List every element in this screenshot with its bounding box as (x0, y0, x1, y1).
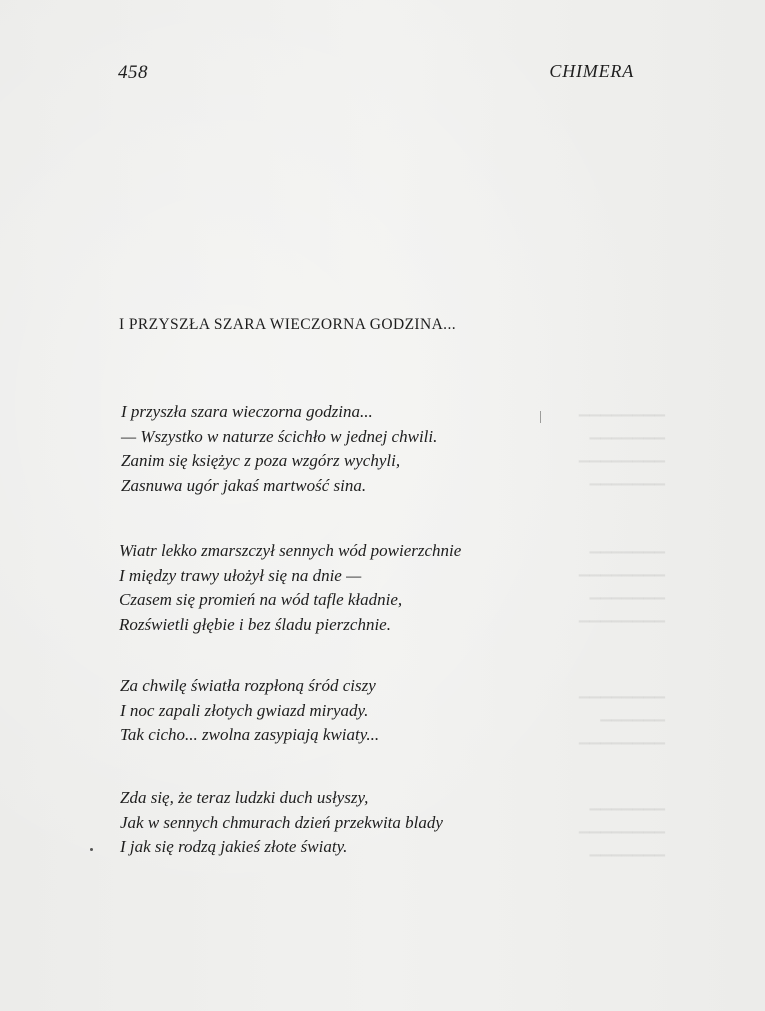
stanza (120, 786, 443, 860)
verse-line: Rozświetli głębie i bez śladu pierzchnie. (119, 614, 391, 634)
verse-line: I między trawy ułożył się na dnie — (119, 565, 362, 585)
verse-line: Wiatr lekko zmarszczył sennych wód powierzchnie (119, 541, 462, 560)
show-through-text: ▁▁▁▁▁▁▁ ▁▁▁▁▁▁▁▁ ▁▁▁▁▁▁▁ (578, 796, 665, 857)
verse-line: I noc zapali złotych gwiazd miryady. (120, 700, 369, 720)
poem-title: I PRZYSZŁA SZARA WIECZORNA GODZINA... (119, 316, 457, 333)
verse-line: Jak w sennych chmurach dzień przekwita blady (120, 812, 443, 832)
verse-line: Zda się, że teraz ludzki duch usłyszy, (120, 788, 369, 807)
paper-mark (540, 411, 541, 423)
stanza (120, 674, 379, 748)
verse-line: Zasnuwa ugór jakaś martwość sina. (121, 475, 367, 495)
show-through-text: ▁▁▁▁▁▁▁▁ ▁▁▁▁▁▁ ▁▁▁▁▁▁▁▁ (578, 684, 665, 745)
stanza (119, 539, 461, 637)
verse-line: Zanim się księżyc z poza wzgórz wychyli, (121, 451, 401, 470)
stanza (121, 400, 437, 498)
paper-speck (90, 848, 93, 851)
verse-line: I jak się rodzą jakieś złote światy. (120, 837, 348, 856)
verse-line: — Wszystko w naturze ścichło w jednej chwili. (121, 426, 438, 446)
show-through-text: ▁▁▁▁▁▁▁▁ ▁▁▁▁▁▁▁ ▁▁▁▁▁▁▁▁ ▁▁▁▁▁▁▁ (578, 402, 665, 486)
show-through-text: ▁▁▁▁▁▁▁ ▁▁▁▁▁▁▁▁ ▁▁▁▁▁▁▁ ▁▁▁▁▁▁▁▁ (578, 539, 665, 623)
verse-line: Za chwilę światła rozpłoną śród ciszy (120, 676, 376, 695)
page-number: 458 (118, 62, 148, 83)
running-head: CHIMERA (549, 61, 634, 81)
verse-line: Tak cicho... zwolna zasypiają kwiaty... (120, 725, 380, 744)
verse-line: Czasem się promień na wód tafle kładnie, (119, 590, 403, 609)
verse-line: I przyszła szara wieczorna godzina... (121, 402, 373, 421)
